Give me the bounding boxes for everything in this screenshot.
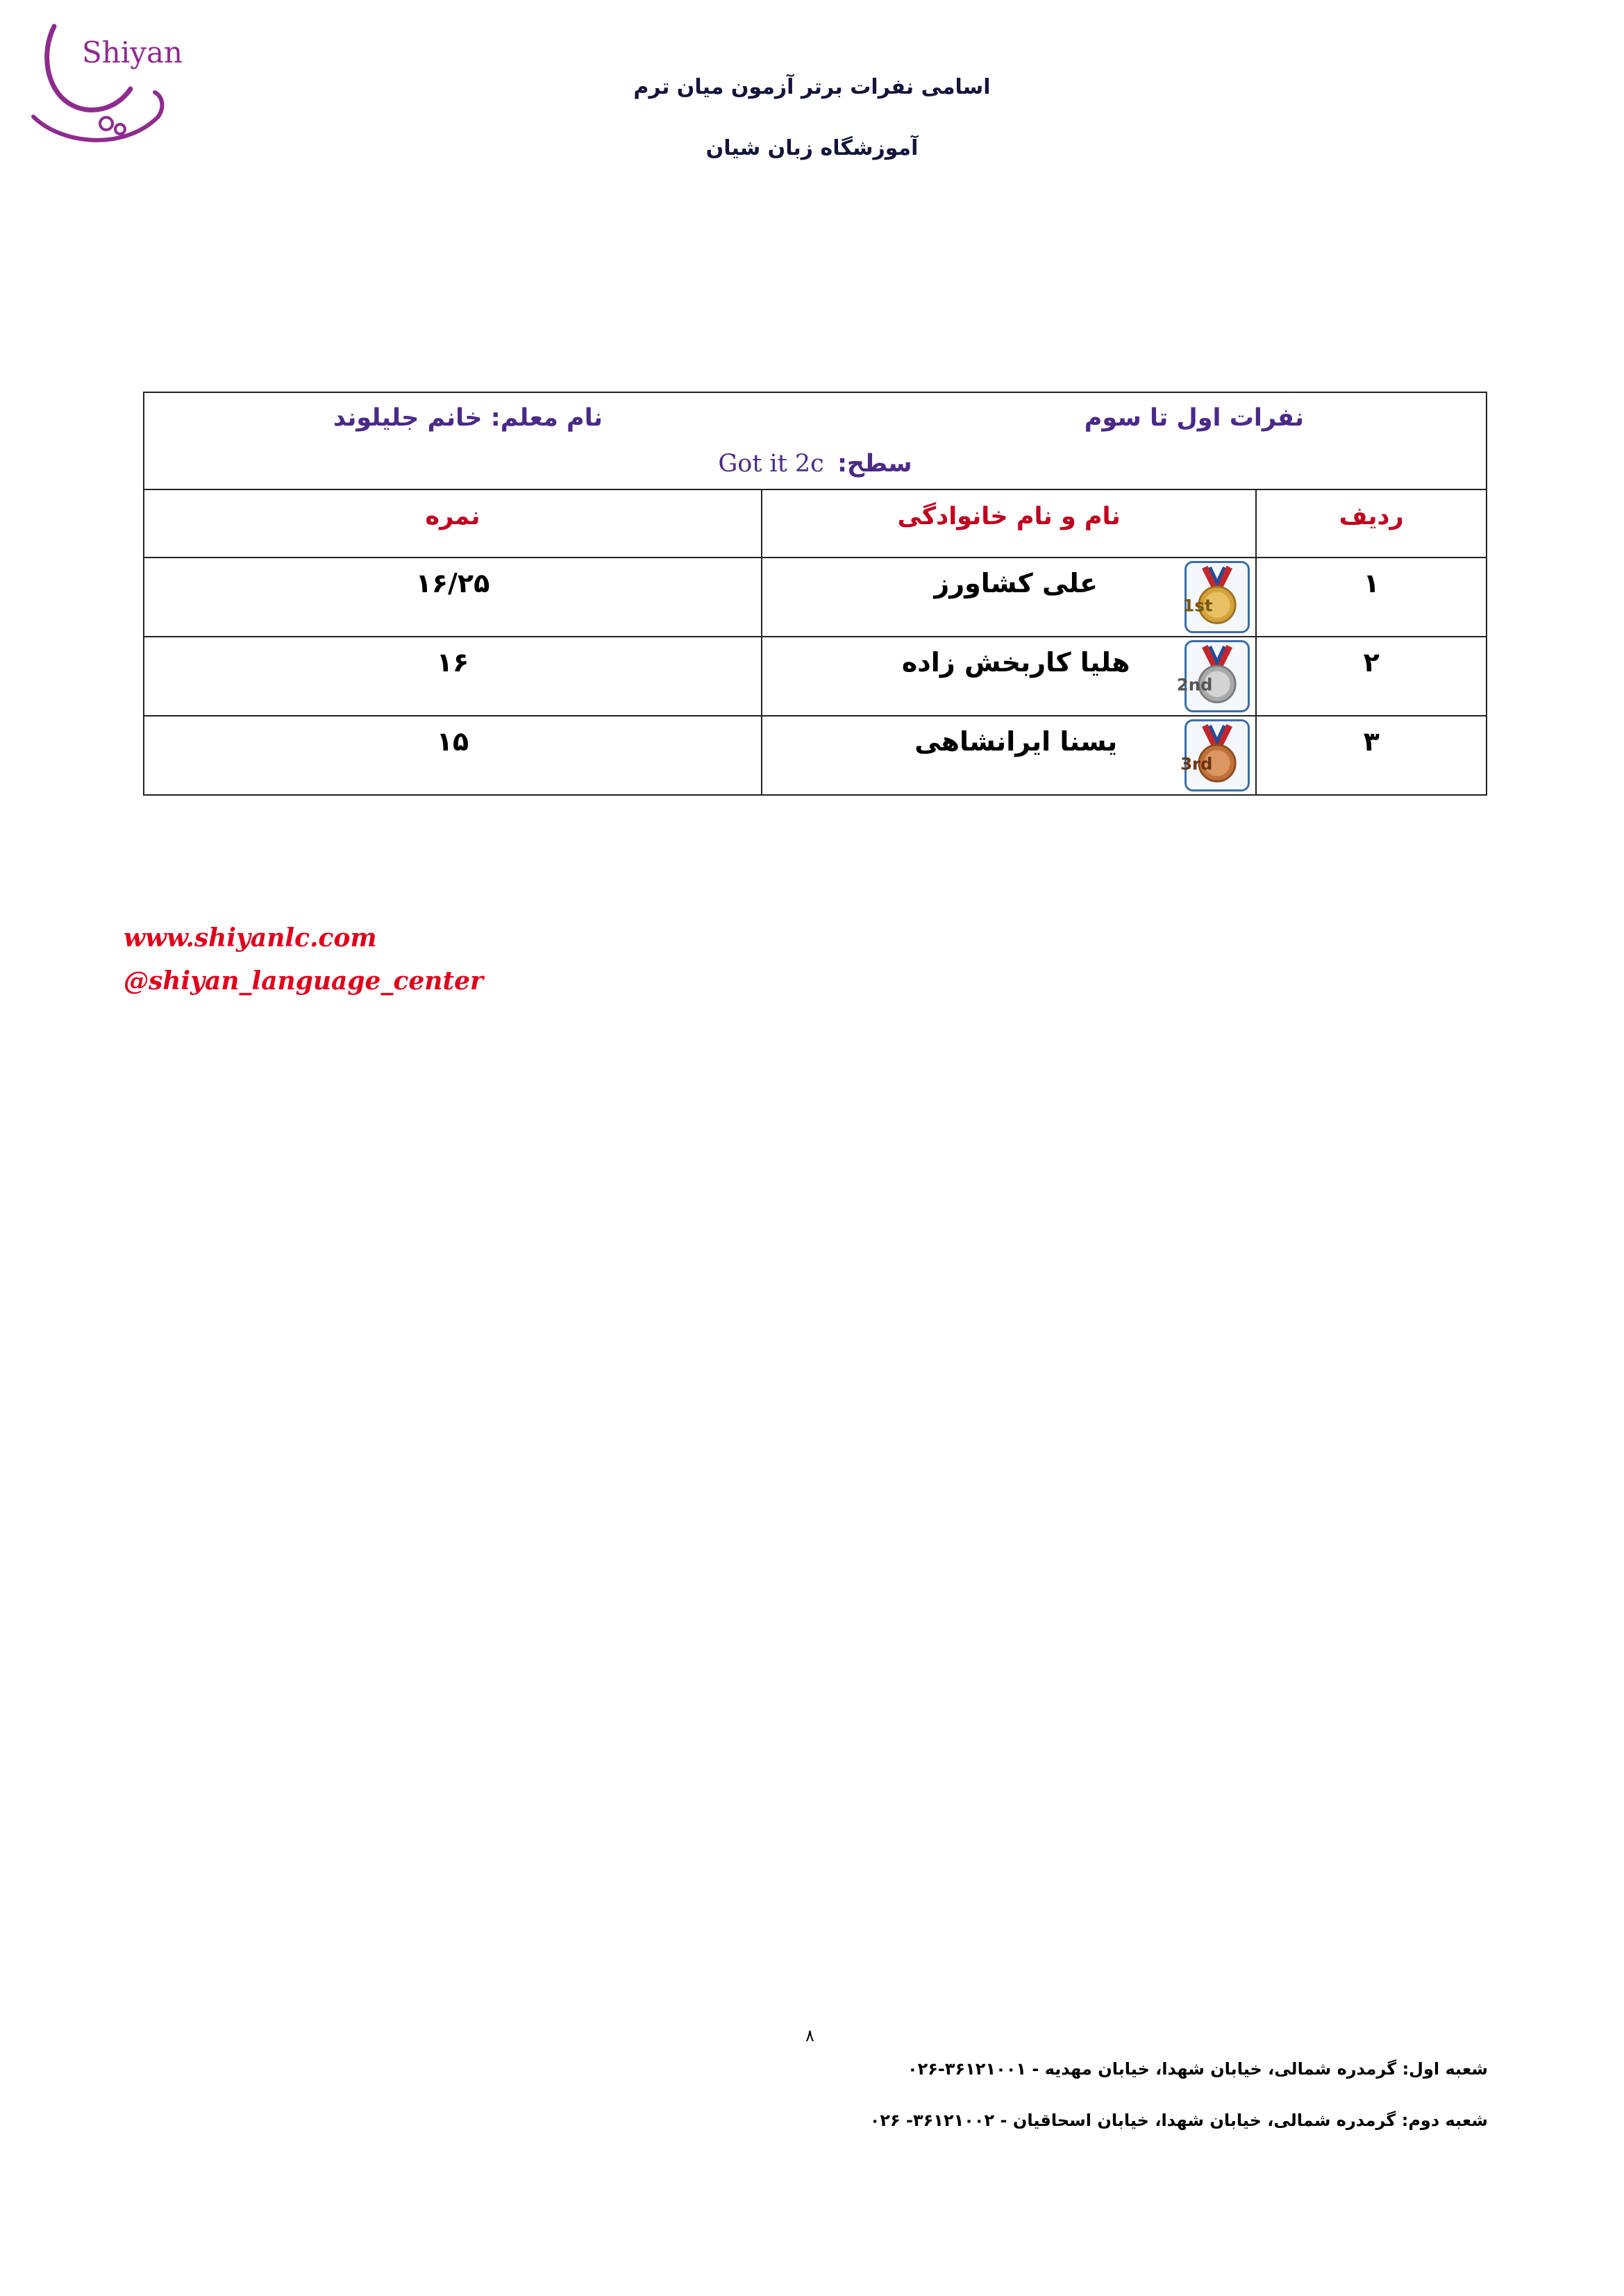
rank-cell: ۱	[1256, 558, 1487, 637]
table-header-row	[144, 489, 1487, 558]
name-cell	[762, 716, 1256, 795]
gold-medal-icon	[1184, 561, 1250, 633]
score-cell: ۱۵	[144, 716, 762, 795]
student-name: یسنا ایرانشاهی	[914, 726, 1118, 757]
table-row	[144, 558, 1487, 637]
table-row	[144, 716, 1487, 795]
branch-address-2: شعبه دوم: گرمدره شمالی، خیابان شهدا، خیابان اسحاقیان - ۳۶۱۲۱۰۰۲- ۰۲۶	[869, 2111, 1488, 2130]
score-cell: ۱۶/۲۵	[144, 558, 762, 637]
page-number: ۸	[805, 2026, 814, 2045]
rank-cell: ۲	[1256, 637, 1487, 716]
teacher-label: نام معلم: خانم جلیلوند	[333, 404, 603, 432]
rank-cell: ۳	[1256, 716, 1487, 795]
bronze-medal-icon	[1180, 719, 1250, 791]
medal-label: 2nd	[1177, 674, 1213, 695]
medal-label: 3rd	[1180, 753, 1213, 774]
name-cell	[762, 558, 1256, 637]
level-label: سطح:	[837, 450, 912, 478]
instagram-handle[interactable]: @shiyan_language_center	[124, 966, 483, 996]
score-cell: ۱۶	[144, 637, 762, 716]
results-table	[143, 392, 1487, 796]
page-title: اسامی نفرات برتر آزمون میان ترم	[633, 75, 991, 99]
table-info-row	[144, 392, 1487, 489]
header-name: نام و نام خانوادگی	[762, 489, 1256, 558]
medal-label: 1st	[1182, 595, 1213, 616]
website-link[interactable]: www.shiyanlc.com	[124, 923, 377, 953]
contact-links	[124, 916, 483, 1003]
header-rank: ردیف	[1256, 489, 1487, 558]
student-name: هلیا کاربخش زاده	[901, 647, 1130, 678]
level-line	[144, 450, 1486, 478]
group-label: نفرات اول تا سوم	[1084, 404, 1304, 432]
table-row	[144, 637, 1487, 716]
name-cell	[762, 637, 1256, 716]
silver-medal-icon	[1177, 640, 1250, 712]
header-score: نمره	[144, 489, 762, 558]
level-value: Got it 2c	[718, 450, 824, 478]
page-subtitle: آموزشگاه زبان شیان	[705, 136, 919, 160]
student-name: علی کشاورز	[934, 568, 1098, 598]
logo-text: Shiyan	[82, 35, 183, 69]
branch-address-1: شعبه اول: گرمدره شمالی، خیابان شهدا، خیابان مهدیه - ۳۶۱۲۱۰۰۱-۰۲۶	[907, 2059, 1488, 2079]
